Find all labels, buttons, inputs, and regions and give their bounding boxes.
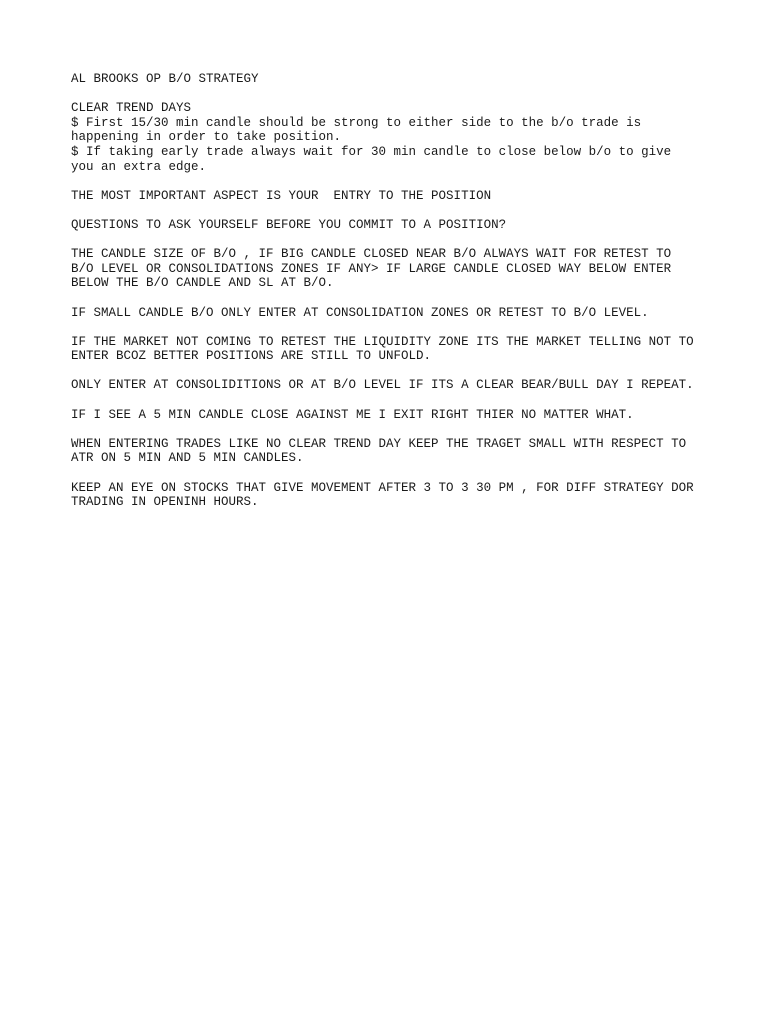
paragraph	[71, 378, 711, 393]
document-title-block	[71, 72, 711, 87]
text-line: THE MOST IMPORTANT ASPECT IS YOUR ENTRY TO THE POSITION	[71, 188, 492, 203]
paragraph	[71, 335, 711, 364]
paragraph	[71, 189, 711, 204]
text-line: $ First 15/30 min candle should be strong to either side to the b/o trade is	[71, 115, 642, 130]
paragraph	[71, 437, 711, 466]
paragraph	[71, 247, 711, 291]
text-line: KEEP AN EYE ON STOCKS THAT GIVE MOVEMENT AFTER 3 TO 3 30 PM , FOR DIFF STRATEGY DOR	[71, 480, 694, 495]
paragraph	[71, 218, 711, 233]
text-line: $ If taking early trade always wait for 30 min candle to close below b/o to give	[71, 144, 672, 159]
text-line: IF I SEE A 5 MIN CANDLE CLOSE AGAINST ME I EXIT RIGHT THIER NO MATTER WHAT.	[71, 407, 634, 422]
text-line: ENTER BCOZ BETTER POSITIONS ARE STILL TO UNFOLD.	[71, 349, 432, 364]
text-line: IF SMALL CANDLE B/O ONLY ENTER AT CONSOLIDATION ZONES OR RETEST TO B/O LEVEL.	[71, 305, 649, 320]
text-line: you an extra edge.	[71, 159, 207, 174]
paragraph	[71, 306, 711, 321]
text-line: ATR ON 5 MIN AND 5 MIN CANDLES.	[71, 451, 304, 466]
document-page	[71, 72, 711, 510]
text-line: CLEAR TREND DAYS	[71, 101, 192, 116]
paragraph	[71, 481, 711, 510]
text-line: BELOW THE B/O CANDLE AND SL AT B/O.	[71, 276, 334, 291]
text-line: WHEN ENTERING TRADES LIKE NO CLEAR TREND DAY KEEP THE TRAGET SMALL WITH RESPECT TO	[71, 436, 687, 451]
document-body	[71, 101, 711, 510]
text-line: B/O LEVEL OR CONSOLIDATIONS ZONES IF ANY> IF LARGE CANDLE CLOSED WAY BELOW ENTER	[71, 261, 672, 276]
text-line: ONLY ENTER AT CONSOLIDITIONS OR AT B/O LEVEL IF ITS A CLEAR BEAR/BULL DAY I REPEAT.	[71, 378, 694, 393]
text-line: happening in order to take position.	[71, 130, 342, 145]
text-line: IF THE MARKET NOT COMING TO RETEST THE LIQUIDITY ZONE ITS THE MARKET TELLING NOT TO	[71, 334, 694, 349]
text-line: TRADING IN OPENINH HOURS.	[71, 495, 259, 510]
text-line: THE CANDLE SIZE OF B/O , IF BIG CANDLE CLOSED NEAR B/O ALWAYS WAIT FOR RETEST TO	[71, 247, 672, 262]
paragraph	[71, 101, 711, 174]
paragraph	[71, 408, 711, 423]
document-title: AL BROOKS OP B/O STRATEGY	[71, 72, 259, 86]
text-line: QUESTIONS TO ASK YOURSELF BEFORE YOU COMMIT TO A POSITION?	[71, 217, 507, 232]
